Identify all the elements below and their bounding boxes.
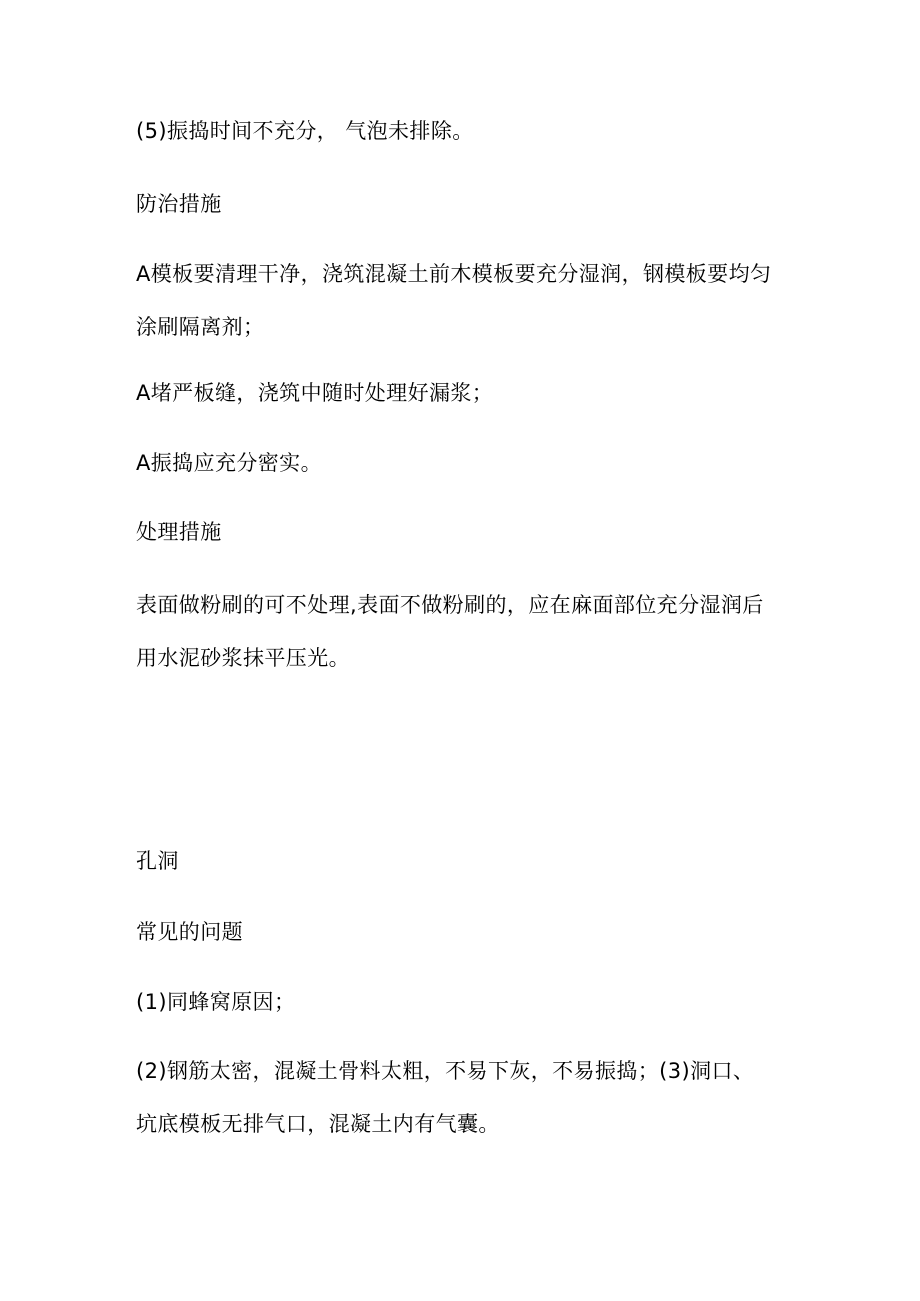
causes-2-3-paragraph — [136, 1058, 796, 1137]
prevention-item-formwork — [136, 261, 796, 340]
prevention-heading: 防治措施 — [136, 192, 222, 216]
causes-2-3-line-2: 坑底模板无排气口，混凝土内有气囊。 — [136, 1112, 500, 1136]
causes-2-3-line-1: (2)钢筋太密，混凝土骨料太粗，不易下灰，不易振捣；(3)洞口、 — [136, 1059, 755, 1083]
treatment-paragraph-line-1: 表面做粉刷的可不处理,表面不做粉刷的，应在麻面部位充分湿润后 — [136, 593, 764, 617]
prevention-item-formwork-line-2: 涂刷隔离剂； — [136, 315, 265, 339]
treatment-heading: 处理措施 — [136, 520, 222, 544]
common-problems-heading: 常见的问题 — [136, 920, 243, 944]
treatment-paragraph — [136, 592, 796, 671]
holes-heading: 孔洞 — [136, 849, 179, 873]
prevention-item-seams: A堵严板缝，浇筑中随时处理好漏浆； — [136, 381, 494, 405]
cause-5-text: (5)振捣时间不充分， 气泡未排除。 — [136, 119, 474, 143]
treatment-paragraph-line-2: 用水泥砂浆抹平压光。 — [136, 646, 350, 670]
prevention-item-formwork-line-1: A模板要清理干净，浇筑混凝土前木模板要充分湿润，钢模板要均匀 — [136, 262, 772, 286]
cause-1-text: (1)同蜂窝原因； — [136, 990, 296, 1014]
prevention-item-vibration: A振捣应充分密实。 — [136, 451, 322, 475]
